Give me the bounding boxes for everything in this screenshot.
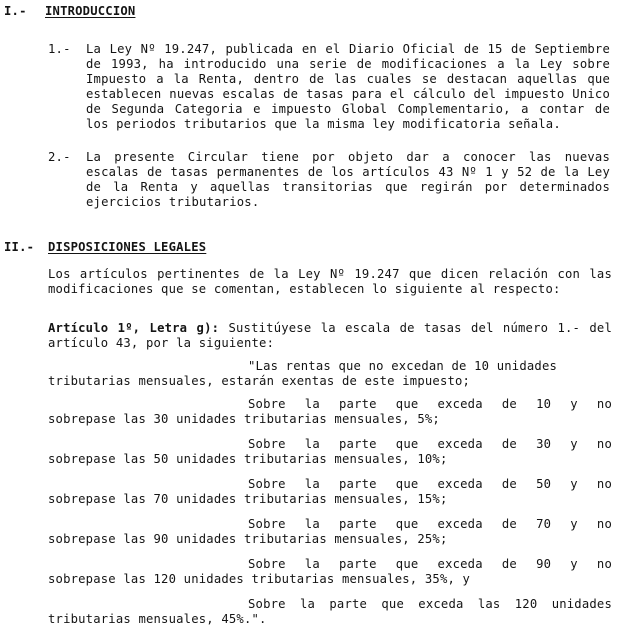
- bracket-last-line-b: tributarias mensuales, 45%.".: [48, 612, 267, 626]
- item-1-number: 1.-: [48, 42, 71, 56]
- bracket-2-line-b: sobrepase las 50 unidades tributarias mensuales, 10%;: [48, 452, 448, 466]
- section-2-number: II.-: [4, 240, 35, 254]
- article-1-paragraph: [48, 321, 612, 351]
- bracket-last: [48, 597, 612, 627]
- scale-exempt-line-1: [248, 359, 612, 374]
- section-2-intro: Los artículos pertinentes de la Ley Nº 19.247 que dicen relación con las modificaciones que se comentan, establecen lo siguiente al respecto:: [48, 267, 612, 296]
- bracket-5-line-b: sobrepase las 120 unidades tributarias mensuales, 35%, y: [48, 572, 471, 586]
- bracket-last-line-a: Sobre la parte que exceda las 120 unidades: [248, 597, 612, 611]
- bracket-5: [48, 557, 612, 587]
- bracket-1-line-a: Sobre la parte que exceda de 10 y no: [248, 397, 612, 411]
- section-1-number: I.-: [4, 4, 27, 18]
- bracket-3: [48, 477, 612, 507]
- bracket-2-line-a: Sobre la parte que exceda de 30 y no: [248, 437, 612, 451]
- scale-exempt-text-a: "Las rentas que no excedan de 10 unidades: [248, 359, 558, 373]
- item-1-text: La Ley Nº 19.247, publicada en el Diario Oficial de 15 de Septiembre de 1993, ha introducido una serie de modificaciones a la Ley sobre Impuesto a la Renta, dentro de las cuales se destacan aquellas que establecen nuevas escalas de tasas para el cálculo del impuesto Unico de Segunda Categoria e impuesto Global Complementario, a contar de los periodos tributarios que la misma ley modificatoria señala.: [86, 42, 610, 131]
- scale-exempt-line-2: tributarias mensuales, estarán exentas de este impuesto;: [48, 374, 471, 388]
- bracket-5-line-a: Sobre la parte que exceda de 90 y no: [248, 557, 612, 571]
- bracket-4-line-a: Sobre la parte que exceda de 70 y no: [248, 517, 612, 531]
- item-2-number: 2.-: [48, 150, 71, 164]
- section-1-title: INTRODUCCION: [45, 4, 136, 18]
- bracket-3-line-a: Sobre la parte que exceda de 50 y no: [248, 477, 612, 491]
- bracket-2: [48, 437, 612, 467]
- bracket-3-line-b: sobrepase las 70 unidades tributarias mensuales, 15%;: [48, 492, 448, 506]
- item-2-text: La presente Circular tiene por objeto dar a conocer las nuevas escalas de tasas permanentes de los artículos 43 Nº 1 y 52 de la Ley de la Renta y aquellas transitorias que regirán por determinados ejercicios tributarios.: [86, 150, 610, 209]
- article-1-text: Sustitúyese la escala de tasas del número 1.- del artículo 43, por la siguiente:: [48, 321, 613, 350]
- bracket-1-line-b: sobrepase las 30 unidades tributarias mensuales, 5%;: [48, 412, 440, 426]
- bracket-4-line-b: sobrepase las 90 unidades tributarias mensuales, 25%;: [48, 532, 448, 546]
- bracket-1: [48, 397, 612, 427]
- bracket-4: [48, 517, 612, 547]
- article-1-label: Artículo 1º, Letra g):: [48, 321, 220, 335]
- section-2-title: DISPOSICIONES LEGALES: [48, 240, 207, 254]
